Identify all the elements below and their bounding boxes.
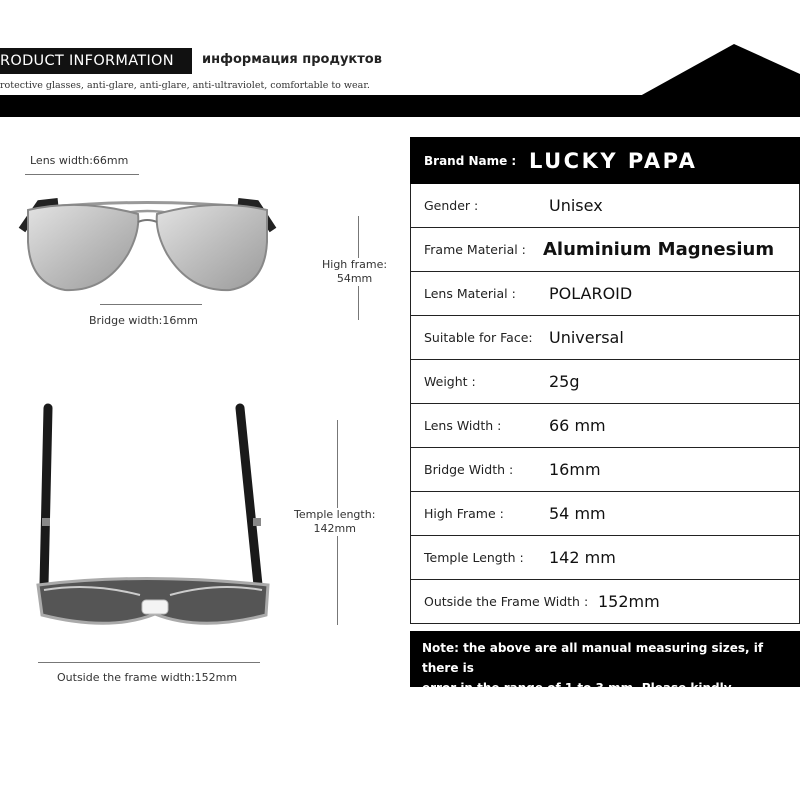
spec-row-bridge-width bbox=[410, 448, 800, 492]
spec-label: Gender : bbox=[424, 198, 479, 213]
lens-width-label: Lens width:66mm bbox=[30, 154, 129, 167]
spec-label: Lens Width : bbox=[424, 418, 502, 433]
glasses-front-image bbox=[10, 192, 285, 297]
spec-row-lens-width bbox=[410, 404, 800, 448]
bridge-width-arrow bbox=[100, 304, 202, 305]
spec-value: 66 mm bbox=[549, 416, 606, 435]
spec-label: Lens Material : bbox=[424, 286, 516, 301]
spec-label: Suitable for Face: bbox=[424, 330, 533, 345]
high-frame-label-line2: 54mm bbox=[336, 272, 373, 285]
note-line1: Note: the above are all manual measuring sizes, if there is bbox=[422, 641, 764, 675]
header-triangle-decoration bbox=[640, 40, 800, 96]
spec-value: 142 mm bbox=[549, 548, 616, 567]
spec-row-face bbox=[410, 316, 800, 360]
spec-value: Universal bbox=[549, 328, 624, 347]
temple-length-label-line1: Temple length: bbox=[294, 508, 376, 521]
spec-row-temple-length bbox=[410, 536, 800, 580]
spec-row-outside-width bbox=[410, 580, 800, 624]
spec-row-gender bbox=[410, 184, 800, 228]
spec-label: High Frame : bbox=[424, 506, 504, 521]
header-title-english: RODUCT INFORMATION bbox=[0, 48, 192, 74]
outside-width-label: Outside the frame width:152mm bbox=[57, 671, 238, 684]
lens-width-arrow bbox=[25, 174, 139, 175]
temple-length-label bbox=[294, 508, 375, 536]
spec-value: POLAROID bbox=[549, 284, 633, 303]
spec-row-weight bbox=[410, 360, 800, 404]
spec-value: Aluminium Magnesium bbox=[543, 239, 775, 260]
header-black-bar bbox=[0, 95, 800, 117]
spec-row-lens-material bbox=[410, 272, 800, 316]
spec-table bbox=[410, 137, 800, 624]
spec-value: 152mm bbox=[598, 592, 660, 611]
spec-label: Bridge Width : bbox=[424, 462, 514, 477]
spec-value: 16mm bbox=[549, 460, 601, 479]
note-line2: error in the range of 1 to 3 mm. Please kindly understand. bbox=[422, 681, 732, 715]
measurement-note bbox=[410, 631, 800, 715]
spec-label: Brand Name : bbox=[424, 153, 517, 168]
spec-value: 54 mm bbox=[549, 504, 606, 523]
outside-width-arrow bbox=[38, 662, 260, 663]
high-frame-label-line1: High frame: bbox=[322, 258, 388, 271]
high-frame-label bbox=[322, 258, 387, 286]
glasses-top-image bbox=[30, 400, 280, 645]
spec-label: Outside the Frame Width : bbox=[424, 594, 589, 609]
bridge-width-label: Bridge width:16mm bbox=[89, 314, 198, 327]
spec-label: Weight : bbox=[424, 374, 476, 389]
spec-row-high-frame bbox=[410, 492, 800, 536]
temple-length-label-line2: 142mm bbox=[313, 522, 356, 535]
spec-label: Frame Material : bbox=[424, 242, 526, 257]
spec-value: Unisex bbox=[549, 196, 603, 215]
spec-value: 25g bbox=[549, 372, 580, 391]
header-subtitle: rotective glasses, anti-glare, anti-glare, anti-ultraviolet, comfortable to wear. bbox=[0, 80, 370, 91]
spec-row-frame-material bbox=[410, 228, 800, 272]
brand-logo: LUCKY PAPA bbox=[529, 148, 698, 173]
spec-label: Temple Length : bbox=[424, 550, 524, 565]
header-title-russian: информация продуктов bbox=[202, 52, 382, 67]
spec-row-brand bbox=[410, 137, 800, 184]
